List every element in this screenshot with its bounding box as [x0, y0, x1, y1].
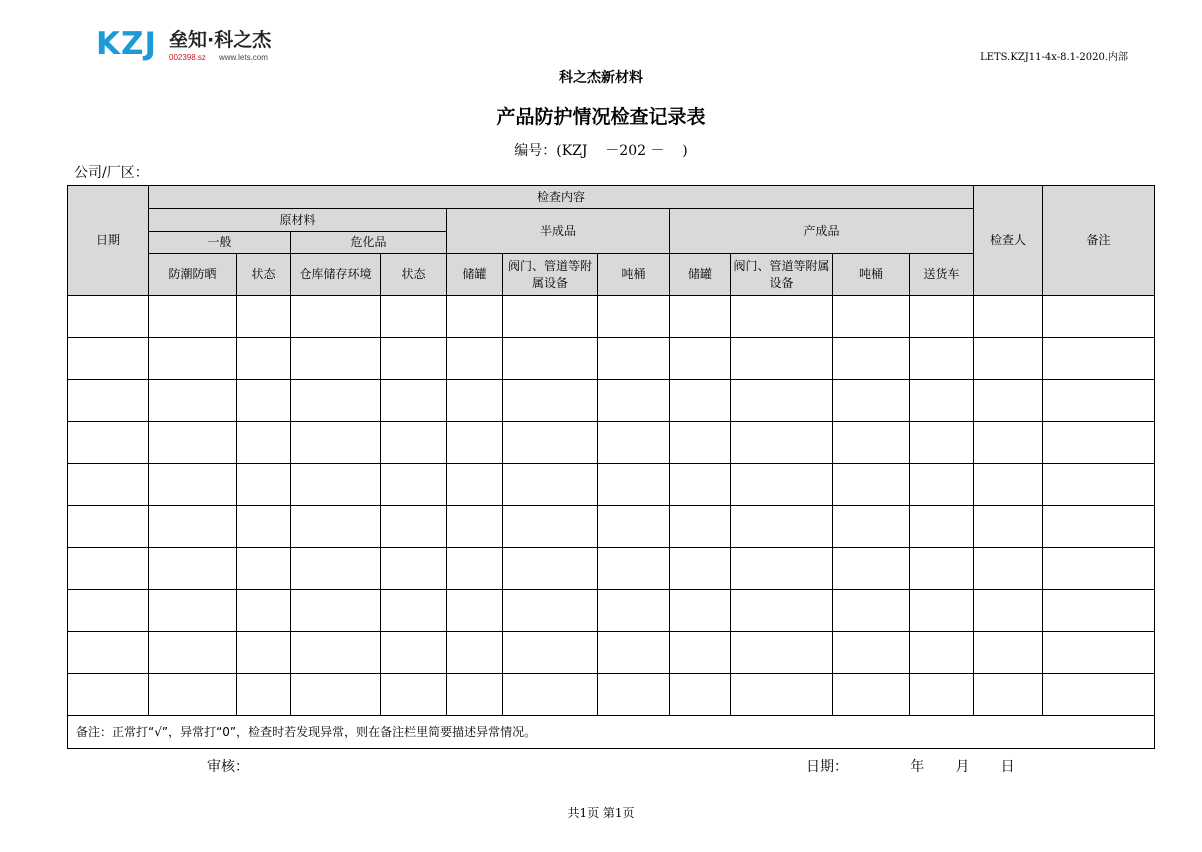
table-cell[interactable] [291, 506, 381, 548]
table-cell[interactable] [910, 548, 974, 590]
table-cell[interactable] [670, 422, 731, 464]
header-finished: 产成品 [670, 209, 974, 254]
table-cell[interactable] [833, 506, 910, 548]
table-cell[interactable] [447, 590, 503, 632]
leaf-header: 状态 [381, 254, 447, 296]
table-cell[interactable] [910, 380, 974, 422]
table-cell[interactable] [447, 296, 503, 338]
table-cell[interactable] [1043, 380, 1155, 422]
table-cell[interactable] [503, 674, 598, 716]
header-raw-material: 原材料 [149, 209, 447, 232]
table-cell[interactable] [974, 506, 1043, 548]
table-cell[interactable] [291, 548, 381, 590]
leaf-header: 送货车 [910, 254, 974, 296]
table-cell[interactable] [447, 632, 503, 674]
table-cell[interactable] [237, 380, 291, 422]
table-cell[interactable] [381, 422, 447, 464]
table-cell[interactable] [598, 338, 670, 380]
table-cell[interactable] [291, 632, 381, 674]
table-cell[interactable] [291, 338, 381, 380]
table-cell[interactable] [670, 548, 731, 590]
table-cell[interactable] [974, 674, 1043, 716]
table-cell[interactable] [503, 338, 598, 380]
table-cell[interactable] [731, 506, 833, 548]
table-row [68, 422, 1155, 464]
table-row [68, 338, 1155, 380]
table-cell[interactable] [447, 422, 503, 464]
table-cell[interactable] [447, 548, 503, 590]
table-cell[interactable] [1043, 590, 1155, 632]
table-row [68, 296, 1155, 338]
logo-stock-code: 002398.sz [169, 53, 206, 62]
review-label: 审核： [207, 759, 249, 775]
leaf-header: 储罐 [670, 254, 731, 296]
page-number: 共1页 第1页 [567, 806, 635, 820]
logo-kzj: KZJ [96, 26, 158, 62]
header-semi-finished: 半成品 [447, 209, 670, 254]
table-cell[interactable] [291, 380, 381, 422]
table-cell[interactable] [291, 464, 381, 506]
table-cell[interactable] [503, 422, 598, 464]
table-note: 备注：正常打“√”，异常打“0”，检查时若发现异常，则在备注栏里简要描述异常情况。 [68, 716, 1155, 749]
table-cell[interactable] [1043, 548, 1155, 590]
table-cell[interactable] [68, 380, 149, 422]
table-cell[interactable] [670, 590, 731, 632]
table-cell[interactable] [68, 506, 149, 548]
table-cell[interactable] [731, 296, 833, 338]
table-cell[interactable] [1043, 422, 1155, 464]
table-row [68, 380, 1155, 422]
table-cell[interactable] [731, 380, 833, 422]
table-cell[interactable] [910, 632, 974, 674]
table-cell[interactable] [291, 590, 381, 632]
table-cell[interactable] [447, 674, 503, 716]
table-row [68, 632, 1155, 674]
table-cell[interactable] [447, 380, 503, 422]
table-cell[interactable] [1043, 296, 1155, 338]
table-cell[interactable] [833, 422, 910, 464]
table-cell[interactable] [68, 464, 149, 506]
table-cell[interactable] [381, 674, 447, 716]
table-cell[interactable] [598, 380, 670, 422]
table-cell[interactable] [833, 674, 910, 716]
table-cell[interactable] [447, 338, 503, 380]
table-cell[interactable] [910, 674, 974, 716]
table-cell[interactable] [149, 464, 237, 506]
table-cell[interactable] [503, 464, 598, 506]
table-cell[interactable] [237, 464, 291, 506]
table-row [68, 506, 1155, 548]
table-cell[interactable] [68, 590, 149, 632]
table-cell[interactable] [1043, 632, 1155, 674]
table-cell[interactable] [503, 590, 598, 632]
table-cell[interactable] [381, 464, 447, 506]
table-cell[interactable] [149, 506, 237, 548]
leaf-header: 防潮防晒 [149, 254, 237, 296]
table-cell[interactable] [237, 338, 291, 380]
table-cell[interactable] [447, 506, 503, 548]
table-cell[interactable] [149, 632, 237, 674]
table-cell[interactable] [598, 464, 670, 506]
header-general: 一般 [149, 232, 291, 254]
table-cell[interactable] [68, 422, 149, 464]
table-cell[interactable] [237, 674, 291, 716]
table-cell[interactable] [68, 632, 149, 674]
table-cell[interactable] [731, 674, 833, 716]
table-cell[interactable] [503, 548, 598, 590]
leaf-header: 储罐 [447, 254, 503, 296]
table-cell[interactable] [670, 506, 731, 548]
table-cell[interactable] [974, 296, 1043, 338]
table-cell[interactable] [291, 296, 381, 338]
table-cell[interactable] [974, 464, 1043, 506]
table-cell[interactable] [381, 338, 447, 380]
table-cell[interactable] [833, 590, 910, 632]
leaf-header: 阀门、管道等附属设备 [731, 254, 833, 296]
table-cell[interactable] [598, 296, 670, 338]
leaf-header: 仓库储存环境 [291, 254, 381, 296]
table-cell[interactable] [1043, 506, 1155, 548]
table-cell[interactable] [670, 338, 731, 380]
table-cell[interactable] [731, 548, 833, 590]
table-cell[interactable] [149, 338, 237, 380]
table-cell[interactable] [598, 590, 670, 632]
table-cell[interactable] [974, 380, 1043, 422]
table-cell[interactable] [833, 464, 910, 506]
table-cell[interactable] [503, 380, 598, 422]
table-cell[interactable] [381, 380, 447, 422]
table-cell[interactable] [237, 632, 291, 674]
table-cell[interactable] [149, 380, 237, 422]
table-row [68, 548, 1155, 590]
table-row [68, 590, 1155, 632]
table-row [68, 674, 1155, 716]
table-cell[interactable] [503, 296, 598, 338]
table-cell[interactable] [910, 422, 974, 464]
inspection-record-table [67, 185, 1155, 749]
table-cell[interactable] [731, 464, 833, 506]
table-cell[interactable] [910, 590, 974, 632]
leaf-header: 状态 [237, 254, 291, 296]
table-cell[interactable] [149, 422, 237, 464]
document-code: LETS.KZJ11-4x-8.1-2020.内部 [980, 52, 1128, 63]
table-cell[interactable] [598, 674, 670, 716]
table-cell[interactable] [833, 296, 910, 338]
table-cell[interactable] [1043, 674, 1155, 716]
table-cell[interactable] [447, 464, 503, 506]
table-cell[interactable] [910, 296, 974, 338]
date-label: 日期： 年 月 日 [806, 759, 1015, 775]
table-cell[interactable] [381, 506, 447, 548]
note-row [68, 716, 1155, 749]
header-hazardous: 危化品 [291, 232, 447, 254]
table-cell[interactable] [237, 422, 291, 464]
table-cell[interactable] [910, 338, 974, 380]
table-cell[interactable] [68, 548, 149, 590]
table-cell[interactable] [910, 464, 974, 506]
table-cell[interactable] [731, 590, 833, 632]
table-cell[interactable] [381, 632, 447, 674]
leaf-header: 阀门、管道等附属设备 [503, 254, 598, 296]
table-cell[interactable] [237, 506, 291, 548]
header-date: 日期 [68, 186, 149, 296]
table-cell[interactable] [291, 422, 381, 464]
factory-label: 公司/厂区： [74, 165, 149, 181]
table-cell[interactable] [237, 296, 291, 338]
table-cell[interactable] [833, 380, 910, 422]
table-cell[interactable] [1043, 338, 1155, 380]
page-title: 产品防护情况检查记录表 [496, 106, 706, 128]
table-cell[interactable] [149, 296, 237, 338]
table-cell[interactable] [731, 632, 833, 674]
leaf-header: 吨桶 [833, 254, 910, 296]
table-cell[interactable] [1043, 464, 1155, 506]
table-cell[interactable] [381, 548, 447, 590]
header-remarks: 备注 [1043, 186, 1155, 296]
logo-url: www.lets.com [219, 53, 268, 62]
table-cell[interactable] [670, 674, 731, 716]
table-cell[interactable] [974, 338, 1043, 380]
header-inspector: 检查人 [974, 186, 1043, 296]
table-cell[interactable] [670, 296, 731, 338]
table-cell[interactable] [598, 548, 670, 590]
table-cell[interactable] [731, 422, 833, 464]
table-cell[interactable] [598, 632, 670, 674]
table-cell[interactable] [833, 632, 910, 674]
table-cell[interactable] [598, 506, 670, 548]
table-cell[interactable] [974, 548, 1043, 590]
header-inspect-content: 检查内容 [149, 186, 974, 209]
leaf-header: 吨桶 [598, 254, 670, 296]
logo-company-name: 垒知·科之杰 [169, 29, 272, 51]
table-cell[interactable] [833, 548, 910, 590]
table-cell[interactable] [974, 590, 1043, 632]
table-cell[interactable] [974, 422, 1043, 464]
table-row [68, 464, 1155, 506]
table-cell[interactable] [68, 296, 149, 338]
table-cell[interactable] [670, 380, 731, 422]
table-cell[interactable] [503, 506, 598, 548]
table-cell[interactable] [503, 632, 598, 674]
table-cell[interactable] [974, 632, 1043, 674]
table-cell[interactable] [670, 632, 731, 674]
table-cell[interactable] [381, 296, 447, 338]
table-cell[interactable] [833, 338, 910, 380]
table-cell[interactable] [291, 674, 381, 716]
table-cell[interactable] [381, 590, 447, 632]
table-cell[interactable] [68, 674, 149, 716]
company-name: 科之杰新材料 [559, 70, 643, 86]
table-cell[interactable] [670, 464, 731, 506]
table-cell[interactable] [149, 548, 237, 590]
table-cell[interactable] [910, 506, 974, 548]
table-cell[interactable] [237, 548, 291, 590]
table-cell[interactable] [68, 338, 149, 380]
table-cell[interactable] [149, 674, 237, 716]
table-cell[interactable] [149, 590, 237, 632]
table-cell[interactable] [598, 422, 670, 464]
form-number: 编号：(KZJ －202 － ) [514, 143, 688, 159]
table-cell[interactable] [237, 590, 291, 632]
table-cell[interactable] [731, 338, 833, 380]
